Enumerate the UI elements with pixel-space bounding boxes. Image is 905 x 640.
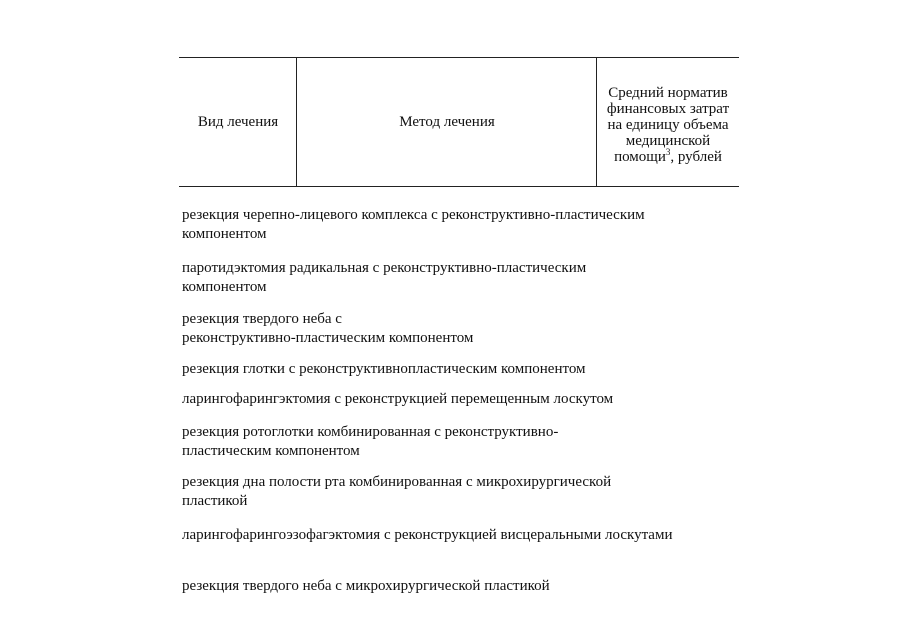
header-cost-standard-label: Средний норматив финансовых затрат на единицу объема медицинской помощи — [606, 85, 730, 165]
method-row: резекция твердого неба с реконструктивно-пластическим компонентом — [182, 311, 474, 346]
method-row: резекция дна полости рта комбинированная с микрохирургической пластикой — [182, 474, 612, 509]
header-treatment-method-label: Метод лечения — [399, 114, 495, 130]
header-cost-standard — [597, 58, 739, 186]
method-row: паротидэктомия радикальная с реконструктивно-пластическим компонентом — [182, 260, 587, 295]
method-row: ларингофарингэктомия с реконструкцией перемещенным лоскутом — [182, 391, 614, 407]
header-treatment-type — [179, 58, 297, 186]
method-row: резекция твердого неба с микрохирургической пластикой — [182, 578, 550, 594]
method-row: резекция ротоглотки комбинированная с реконструктивно- пластическим компонентом — [182, 424, 559, 459]
header-treatment-method — [297, 58, 597, 186]
header-cost-standard-suffix: , рублей — [670, 149, 722, 165]
header-cost-standard-text — [607, 85, 729, 165]
method-row: резекция черепно-лицевого комплекса с реконструктивно-пластическим компонентом — [182, 207, 645, 242]
method-row: ларингофарингоэзофагэктомия с реконструкцией висцеральными лоскутами — [182, 527, 673, 543]
table-header — [179, 57, 739, 187]
header-treatment-type-label: Вид лечения — [197, 114, 279, 130]
method-row: резекция глотки с реконструктивнопластическим компонентом — [182, 361, 586, 377]
footnote-marker: 3 — [665, 147, 671, 157]
